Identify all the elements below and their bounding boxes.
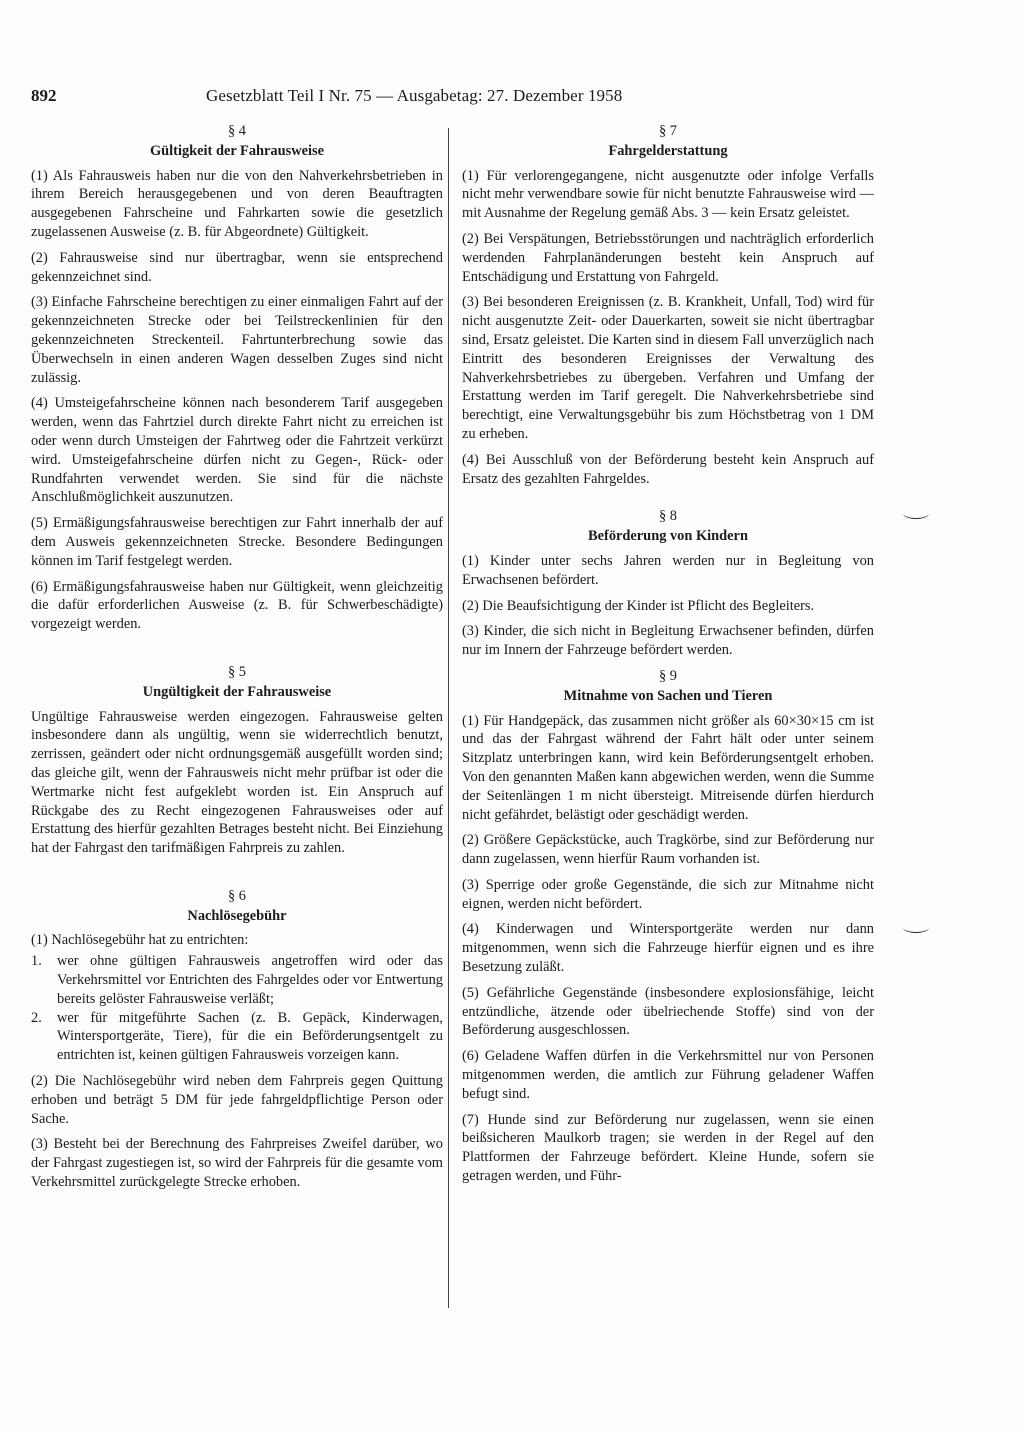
list-item-number: 2. <box>31 1009 42 1026</box>
paragraph: (7) Hunde sind zur Beförderung nur zugelassen, wenn sie einen beißsicheren Maulkorb tragen; sie werden in der Regel auf den Plattformen der Fahrzeuge befördert. Kleine Hunde, sofern sie getragen werden, und Führ- <box>462 1111 874 1185</box>
left-column <box>31 122 443 1199</box>
section-title: Gültigkeit der Fahrausweise <box>149 142 324 159</box>
section-number: § 6 <box>228 887 246 904</box>
section-number: § 8 <box>659 508 677 525</box>
section-8 <box>462 507 874 660</box>
section-number: § 5 <box>228 663 246 680</box>
paragraph: (3) Bei besonderen Ereignissen (z. B. Krankheit, Unfall, Tod) wird für nicht ausgenutzte Zeit- oder Dauerkarten, soweit sie nicht übertragbar sind, Ersatz geleistet. Die Karten sind in diesem Fall unverzüglich nach Eintritt des besonderen Ereignisses der Verwaltung des Nahverkehrsbetriebes zu übergeben. Verfahren und Umfang der Erstattung werden im Tarif geregelt. Die Nahverkehrsbetriebe sind berechtigt, eine Verwaltungsgebühr bis zum Höchstbetrag von 1 DM zu erheben. <box>462 294 874 442</box>
section-title: Ungültigkeit der Fahrausweise <box>142 683 332 700</box>
enumerated-list <box>31 952 443 1065</box>
right-column <box>462 122 874 1193</box>
paragraph: (3) Kinder, die sich nicht in Begleitung Erwachsener befinden, dürfen nur im Innern der Fahrzeuge befördert werden. <box>462 623 874 659</box>
section-number: § 9 <box>659 667 677 684</box>
paragraph: (1) Für verlorengegangene, nicht ausgenutzte oder infolge Verfalls nicht mehr verwendbare sowie für nicht benutzte Fahrausweise wird — mit Ausnahme der Regelung gemäß Abs. 3 — kein Ersatz geleistet. <box>462 167 874 222</box>
paragraph: (1) Nachlösegebühr hat zu entrichten: <box>31 932 249 949</box>
paragraph: (2) Die Beaufsichtigung der Kinder ist Pflicht des Begleiters. <box>462 597 815 614</box>
list-item <box>31 952 443 1008</box>
paragraph: (4) Bei Ausschluß von der Beförderung besteht kein Anspruch auf Ersatz des gezahlten Fahrgeldes. <box>462 451 874 487</box>
list-item <box>31 1009 443 1065</box>
page-number: 892 <box>31 86 57 105</box>
section-number: § 7 <box>659 123 677 139</box>
paragraph: (4) Umsteigefahrscheine können nach besonderem Tarif ausgegeben werden, wenn das Fahrtziel durch direkte Fahrt nicht zu erreichen ist oder wenn durch Umsteigen der Fahrtweg oder die Fahrtzeit verkürzt wird. Umsteigefahrscheine dürfen nicht zu Gegen-, Rück- oder Rundfahrten verwendet werden. Sie sind für die nächste Anschlußmöglichkeit auszunutzen. <box>31 395 443 506</box>
list-item-text: wer für mitgeführte Sachen (z. B. Gepäck, Kinderwagen, Wintersportgeräte, Tiere), für die ein Beförderungsentgelt zu entrichten ist, keinen gültigen Fahrausweis vorzeigen kann. <box>57 1009 443 1064</box>
paragraph: (5) Gefährliche Gegenstände (insbesondere explosionsfähige, leicht entzündliche, ätzende oder übelriechende Stoffe) sind von der Beförderung ausgeschlossen. <box>462 984 874 1039</box>
paragraph: (2) Fahrausweise sind nur übertragbar, wenn sie entsprechend gekennzeichnet sind. <box>31 249 443 285</box>
paragraph: (1) Für Handgepäck, das zusammen nicht größer als 60×30×15 cm ist und das der Fahrgast während der Fahrt hält oder unter seinem Sitzplatz unterbringen kann, wird kein Beförderungsentgelt erhoben. Von den genannten Maßen kann abgewichen werden, wenn die Summe der Seitenlängen 1 m nicht übersteigt. Mitreisende dürfen hierdurch nicht gefährdet, belästigt oder geschädigt werden. <box>462 712 874 823</box>
section-title: Mitnahme von Sachen und Tieren <box>563 687 773 704</box>
section-title: Fahrgelderstattung <box>608 142 728 159</box>
section-title: Beförderung von Kindern <box>588 528 748 545</box>
paragraph: (3) Einfache Fahrscheine berechtigen zu einer einmaligen Fahrt auf der gekennzeichneten Strecke oder bei Teilstreckenlinien für den gekennzeichneten Streckenteil. Fahrtunterbrechung sowie das Überwechseln in einen anderen Wagen desselben Zuges sind nicht zulässig. <box>31 294 443 386</box>
margin-pen-mark <box>903 922 929 933</box>
section-6 <box>31 887 443 1192</box>
section-4 <box>31 122 443 634</box>
section-7 <box>462 122 874 488</box>
paragraph: (2) Größere Gepäckstücke, auch Tragkörbe, sind zur Beförderung nur dann zugelassen, wenn hierfür Raum vorhanden ist. <box>462 832 874 868</box>
running-title: Gesetzblatt Teil I Nr. 75 — Ausgabetag: 27. Dezember 1958 <box>206 86 623 105</box>
paragraph: (5) Ermäßigungsfahrausweise berechtigen zur Fahrt innerhalb der auf dem Ausweis gekennzeichneten Strecke. Besondere Bedingungen können im Tarif festgelegt werden. <box>31 515 443 569</box>
paragraph: (3) Besteht bei der Berechnung des Fahrpreises Zweifel darüber, wo der Fahrgast zugestiegen ist, so wird der Fahrpreis für die gesamte vom Verkehrsmittel zurückgelegte Strecke erhoben. <box>31 1136 443 1191</box>
paragraph: (3) Sperrige oder große Gegenstände, die sich zur Mitnahme nicht eignen, werden nicht befördert. <box>462 876 874 912</box>
paragraph: (2) Bei Verspätungen, Betriebsstörungen und nachträglich erforderlich werdenden Fahrplanänderungen besteht kein Anspruch auf Entschädigung und Erstattung von Fahrgeld. <box>462 230 874 285</box>
list-item-number: 1. <box>31 953 42 970</box>
paragraph: (4) Kinderwagen und Wintersportgeräte werden nur dann mitgenommen, wenn sich die Fahrzeuge hierfür eignen und es ihre Besetzung zuläßt. <box>462 921 874 976</box>
paragraph: Ungültige Fahrausweise werden eingezogen. Fahrausweise gelten insbesondere dann als ungültig, wenn sie widerrechtlich benutzt, zerrissen, geändert oder nicht ordnungsgemäß ausgefüllt worden sind; das gleiche gilt, wenn der Fahrausweis nicht mehr prüfbar ist oder die Wertmarke nicht fest aufgeklebt worden ist. Ein Anspruch auf Rückgabe des zu Recht eingezogenen Fahrausweises oder auf Erstattung des hierfür gezahlten Betrages besteht nicht. Bei Einziehung hat der Fahrgast den tarifmäßigen Fahrpreis zu zahlen. <box>31 708 443 857</box>
paragraph: (1) Kinder unter sechs Jahren werden nur in Begleitung von Erwachsenen befördert. <box>462 552 874 588</box>
section-number: § 4 <box>228 123 246 139</box>
paragraph: (6) Geladene Waffen dürfen in die Verkehrsmittel nur von Personen mitgenommen werden, die amtlich zur Führung geladener Waffen befugt sind. <box>462 1048 874 1102</box>
section-9 <box>462 667 874 1186</box>
section-title: Nachlösegebühr <box>187 907 287 924</box>
section-5 <box>31 663 443 858</box>
margin-pen-mark <box>903 508 929 519</box>
paragraph: (6) Ermäßigungsfahrausweise haben nur Gültigkeit, wenn gleichzeitig die dafür erforderlichen Ausweise (z. B. für Schwerbeschädigte) vorgezeigt werden. <box>31 578 443 633</box>
list-item-text: wer ohne gültigen Fahrausweis angetroffen wird oder das Verkehrsmittel vor Entrichten des Fahrgeldes oder vor Entwertung bereits gelöster Fahrausweise verläßt; <box>57 953 443 1007</box>
paragraph: (2) Die Nachlösegebühr wird neben dem Fahrpreis gegen Quittung erhoben und beträgt 5 DM für jede fahrgeldpflichtige Person oder Sache. <box>31 1073 443 1127</box>
paragraph: (1) Als Fahrausweis haben nur die von den Nahverkehrsbetrieben in ihrem Bereich herausgegebenen und von deren Beauftragten ausgegebenen Fahrscheine und Fahrkarten sowie die gesetzlich zugelassenen Ausweise (z. B. für Abgeordnete) Gültigkeit. <box>31 167 443 240</box>
column-divider <box>448 128 449 1308</box>
